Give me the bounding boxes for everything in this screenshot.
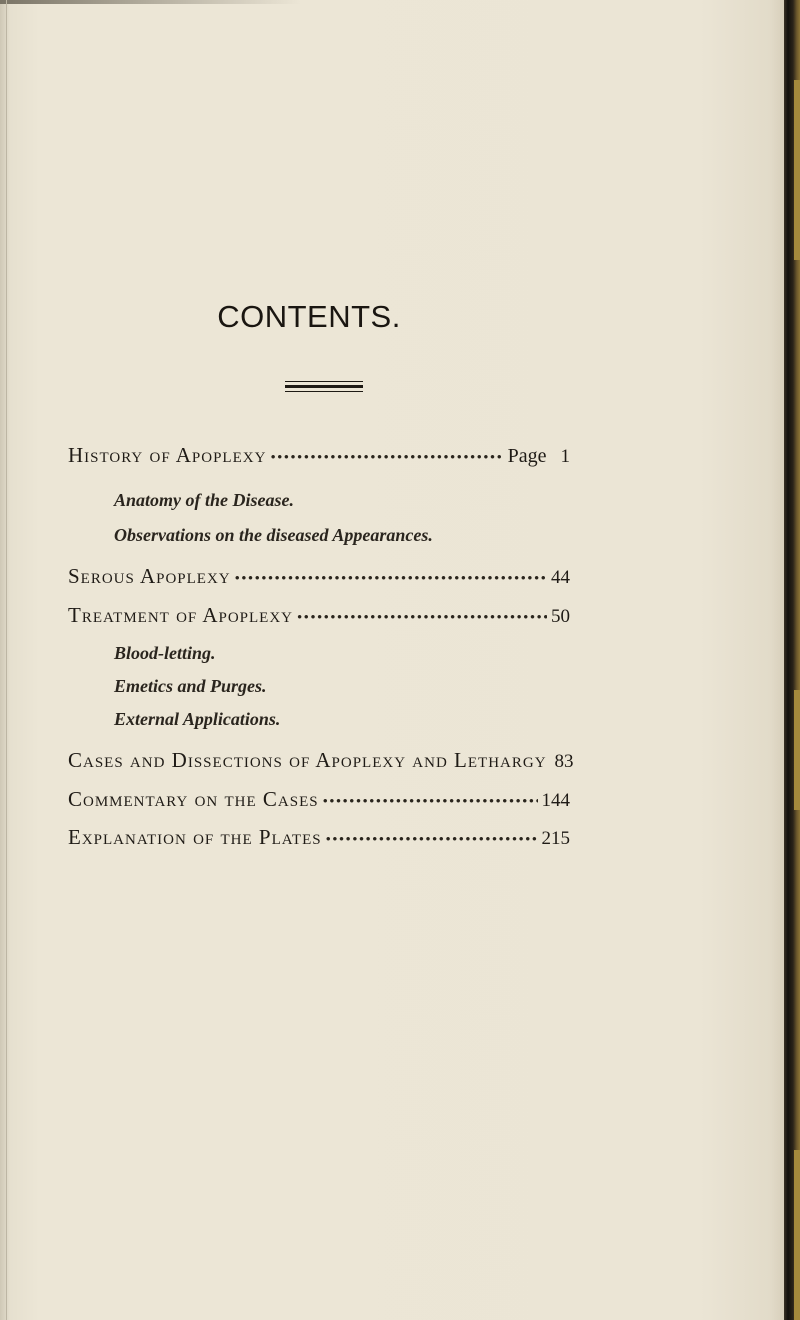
dot-leader <box>235 571 547 588</box>
toc-entry-title: Serous Apoplexy <box>68 564 231 588</box>
toc-entry-commentary-on-the-cases[interactable] <box>68 787 570 817</box>
title-ornament-rule <box>285 381 363 393</box>
toc-subentry: Blood-letting. <box>114 643 216 663</box>
dot-leader <box>270 450 503 467</box>
page-shadow-top <box>0 0 300 4</box>
toc-entry-title: Explanation of the Plates <box>68 825 322 849</box>
toc-entry-title: Treatment of Apoplexy <box>68 603 294 627</box>
toc-entry-treatment-of-apoplexy[interactable] <box>68 603 570 633</box>
toc-entry-serous-apoplexy[interactable] <box>68 564 570 594</box>
spine-gilt-band <box>794 80 800 260</box>
spine-gilt-band <box>794 1150 800 1320</box>
spine-gilt-band <box>794 690 800 810</box>
toc-subentry: Emetics and Purges. <box>114 676 267 696</box>
toc-page-number: 83 <box>554 751 574 772</box>
toc-subentry: Observations on the diseased Appearances. <box>114 525 433 545</box>
toc-page-number: 50 <box>551 606 570 627</box>
toc-subentry: External Applications. <box>114 709 281 729</box>
toc-subentry: Anatomy of the Disease. <box>114 490 294 510</box>
toc-entry-title: Commentary on the Cases <box>68 787 319 811</box>
page-label: Page <box>507 445 547 467</box>
toc-page-number: 44 <box>551 567 570 588</box>
toc-entry-title: History of Apoplexy <box>68 443 267 467</box>
dot-leader <box>323 794 538 811</box>
toc-entry-explanation-of-the-plates[interactable] <box>68 825 570 855</box>
toc-entry-cases-and-dissections[interactable] <box>68 748 574 778</box>
dot-leader <box>297 610 547 627</box>
toc-page-number: 1 <box>560 446 570 467</box>
toc-entry-history-of-apoplexy[interactable] <box>68 443 570 473</box>
dot-leader <box>326 832 538 849</box>
toc-page-number: 144 <box>541 790 570 811</box>
page-title: CONTENTS. <box>217 299 401 334</box>
toc-page-number: 215 <box>541 828 570 849</box>
page-fold-line <box>6 0 7 1320</box>
toc-entry-title: Cases and Dissections of Apoplexy and Lethargy <box>68 748 547 772</box>
